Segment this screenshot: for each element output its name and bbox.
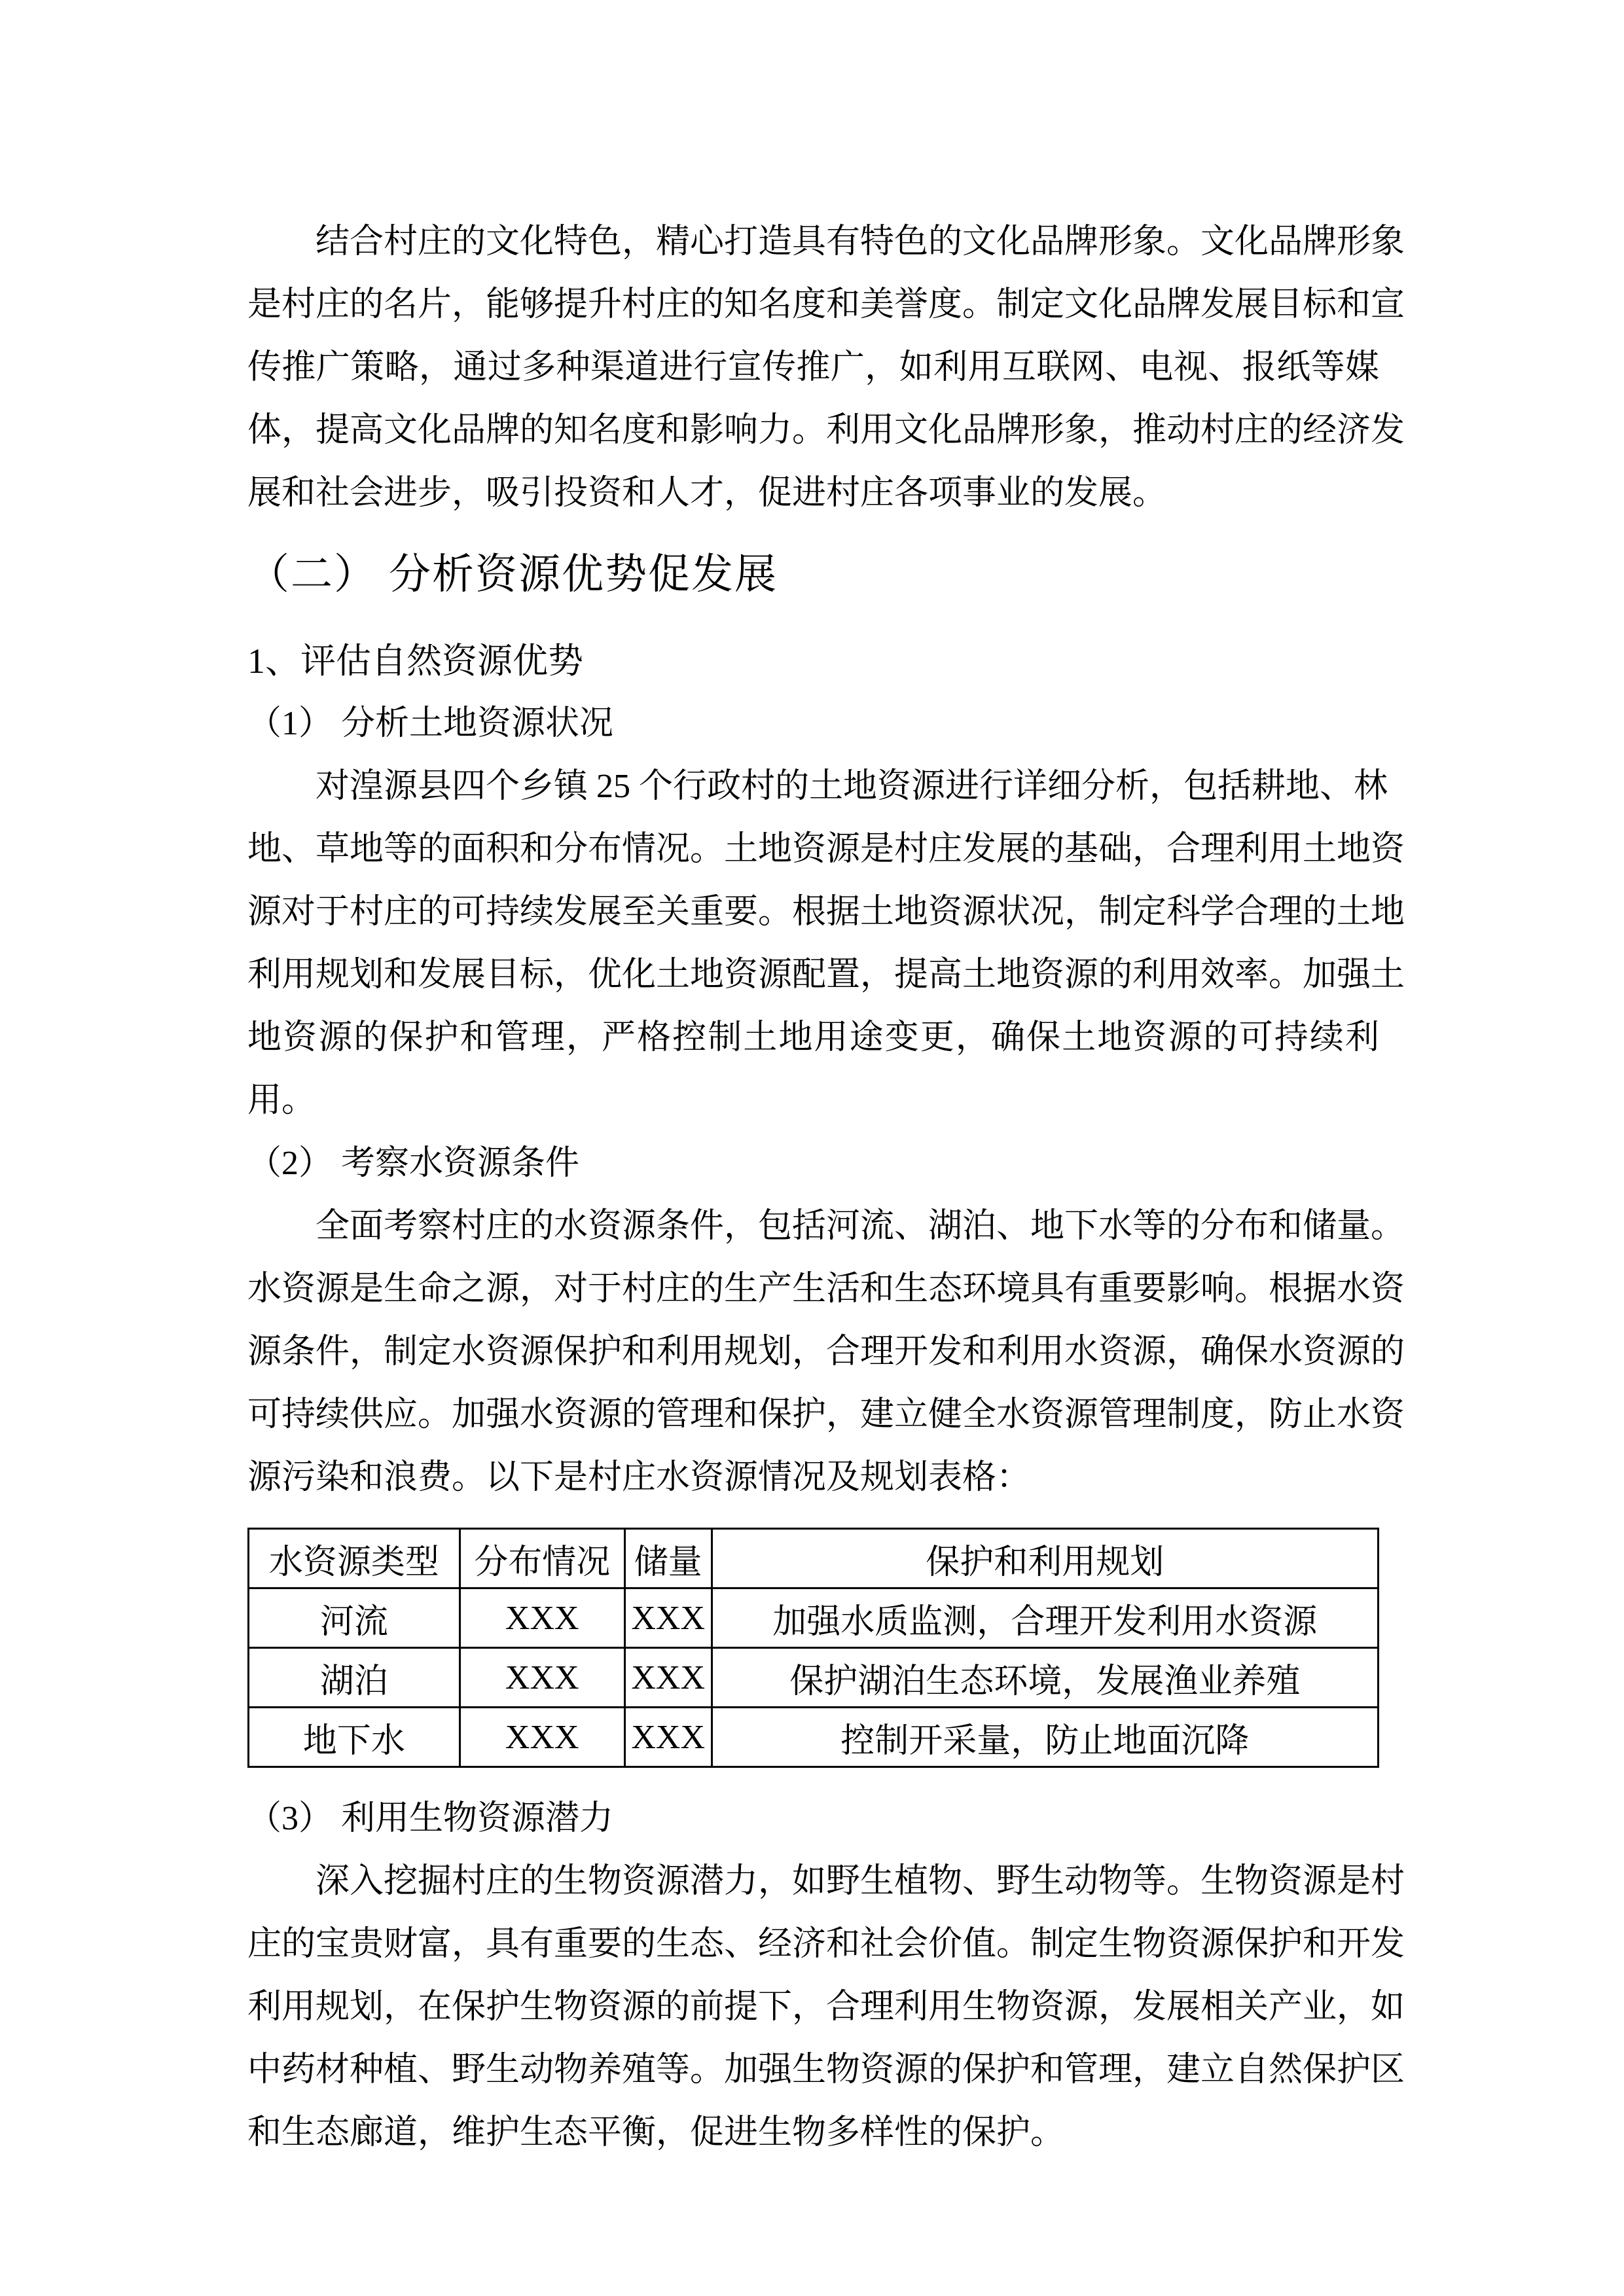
text-line: 中药材种植、野生动物养殖等。加强生物资源的保护和管理，建立自然保护区 <box>247 2051 1405 2089</box>
text-line: 对湟源县四个乡镇 25 个行政村的土地资源进行详细分析，包括耕地、林 <box>316 768 1388 805</box>
text-line: 展和社会进步，吸引投资和人才，促进村庄各项事业的发展。 <box>247 475 1167 512</box>
item-heading-water-resources: （2） 考察水资源条件 <box>247 1145 580 1182</box>
subheading-evaluate-natural-resources: 1、评估自然资源优势 <box>247 641 583 681</box>
table-cell: 湖泊 <box>249 1648 460 1708</box>
paragraph-bio-resources <box>247 1850 1405 2164</box>
paragraph-land-resources <box>247 755 1405 1132</box>
item-heading-bio-resources: （3） 利用生物资源潜力 <box>247 1800 614 1837</box>
table-row <box>249 1708 1379 1767</box>
text-line: 全面考察村庄的水资源条件，包括河流、湖泊、地下水等的分布和储量。 <box>316 1208 1405 1245</box>
table-header-row <box>249 1529 1379 1588</box>
table-row <box>249 1588 1379 1648</box>
table-cell: 控制开采量，防止地面沉降 <box>712 1708 1378 1767</box>
text-line: 源污染和浪费。以下是村庄水资源情况及规划表格： <box>247 1459 1031 1496</box>
text-line: 传推广策略，通过多种渠道进行宣传推广，如利用互联网、电视、报纸等媒 <box>247 349 1379 386</box>
text-line: 利用规划，在保护生物资源的前提下，合理利用生物资源，发展相关产业，如 <box>247 1988 1405 2026</box>
table-cell: XXX <box>624 1588 712 1648</box>
table-cell: XXX <box>460 1708 624 1767</box>
text-line: 地、草地等的面积和分布情况。土地资源是村庄发展的基础，合理利用土地资 <box>247 831 1405 868</box>
water-resources-table <box>247 1528 1379 1768</box>
water-resources-table-head <box>249 1529 1379 1588</box>
table-cell: XXX <box>460 1648 624 1708</box>
paragraph-culture-brand <box>247 211 1405 525</box>
text-line: 体，提高文化品牌的知名度和影响力。利用文化品牌形象，推动村庄的经济发 <box>247 412 1405 449</box>
text-line: 地资源的保护和管理，严格控制土地用途变更，确保土地资源的可持续利用。 <box>247 1019 1379 1119</box>
table-header-cell: 保护和利用规划 <box>712 1529 1378 1588</box>
table-cell: 河流 <box>249 1588 460 1648</box>
table-cell: XXX <box>624 1708 712 1767</box>
text-line: 利用规划和发展目标，优化土地资源配置，提高土地资源的利用效率。加强土 <box>247 956 1405 994</box>
section-heading-resource-advantage: （二） 分析资源优势促发展 <box>247 551 778 598</box>
water-resources-table-body <box>249 1588 1379 1767</box>
text-line: 深入挖掘村庄的生物资源潜力，如野生植物、野生动物等。生物资源是村 <box>316 1863 1405 1900</box>
text-line: 结合村庄的文化特色，精心打造具有特色的文化品牌形象。文化品牌形象 <box>316 223 1405 260</box>
table-row <box>249 1648 1379 1708</box>
table-cell: XXX <box>624 1648 712 1708</box>
text-line: 水资源是生命之源，对于村庄的生产生活和生态环境具有重要影响。根据水资 <box>247 1270 1405 1308</box>
text-line: 庄的宝贵财富，具有重要的生态、经济和社会价值。制定生物资源保护和开发 <box>247 1926 1405 1963</box>
table-cell: 地下水 <box>249 1708 460 1767</box>
table-cell: 保护湖泊生态环境，发展渔业养殖 <box>712 1648 1378 1708</box>
text-line: 源对于村庄的可持续发展至关重要。根据土地资源状况，制定科学合理的土地 <box>247 893 1405 931</box>
text-line: 源条件，制定水资源保护和利用规划，合理开发和利用水资源，确保水资源的 <box>247 1333 1405 1371</box>
table-cell: 加强水质监测，合理开发利用水资源 <box>712 1588 1378 1648</box>
text-line: 可持续供应。加强水资源的管理和保护，建立健全水资源管理制度，防止水资 <box>247 1396 1405 1433</box>
table-header-cell: 水资源类型 <box>249 1529 460 1588</box>
item-heading-land-resources: （1） 分析土地资源状况 <box>247 705 614 742</box>
text-line: 是村庄的名片，能够提升村庄的知名度和美誉度。制定文化品牌发展目标和宣 <box>247 286 1405 323</box>
table-header-cell: 储量 <box>624 1529 712 1588</box>
table-header-cell: 分布情况 <box>460 1529 624 1588</box>
text-line: 和生态廊道，维护生态平衡，促进生物多样性的保护。 <box>247 2114 1065 2151</box>
table-cell: XXX <box>460 1588 624 1648</box>
paragraph-water-resources <box>247 1195 1405 1509</box>
